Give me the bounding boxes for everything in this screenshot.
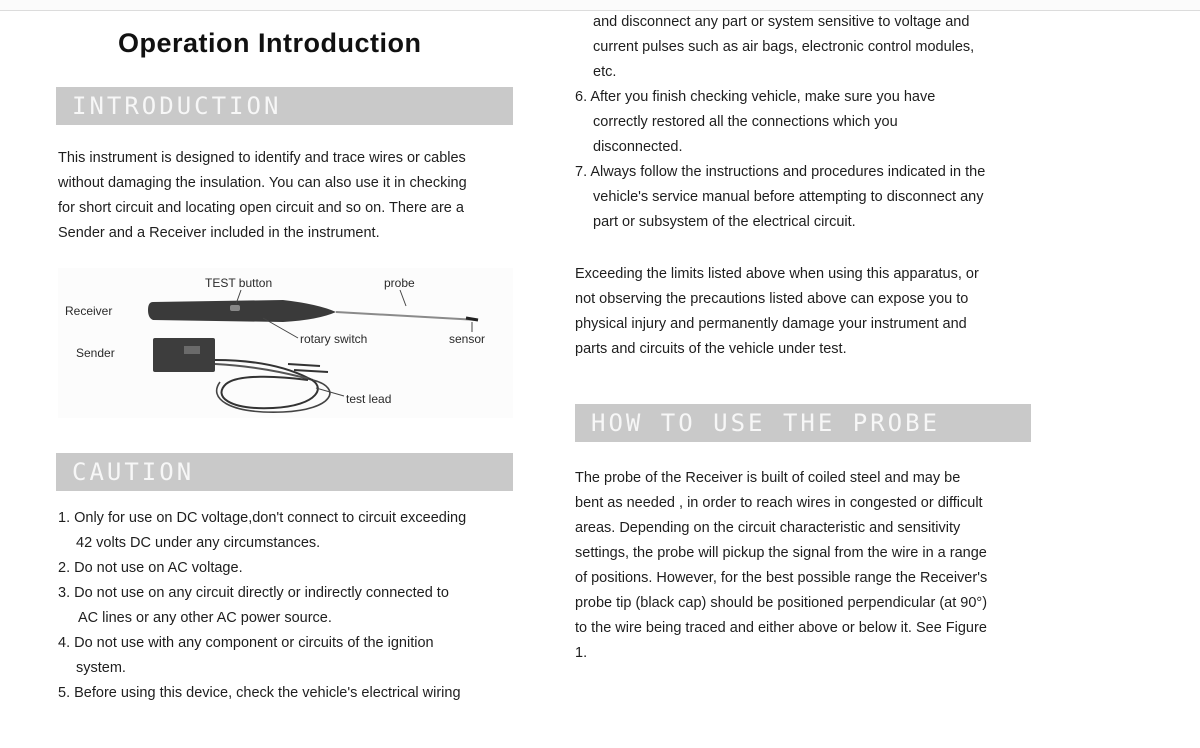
caution-list-continued (575, 10, 985, 235)
page-title: Operation Introduction (118, 28, 422, 58)
text-line: The probe of the Receiver is built of coiled steel and may be (575, 470, 961, 486)
list-item-continuation: and disconnect any part or system sensitive to voltage and (593, 14, 970, 30)
probe-tip (466, 318, 478, 320)
device-illustration (58, 268, 513, 418)
text-line: not observing the precautions listed above can expose you to (575, 291, 969, 307)
intro-paragraph (58, 146, 467, 246)
test-button-shape (230, 305, 240, 311)
text-line: This instrument is designed to identify and trace wires or cables (58, 150, 466, 166)
list-item: 7. Always follow the instructions and procedures indicated in the (575, 164, 986, 180)
text-line: of positions. However, for the best possible range the Receiver's (575, 570, 988, 586)
text-line: without damaging the insulation. You can also use it in checking (58, 175, 467, 191)
label-receiver: Receiver (65, 304, 113, 318)
sender-panel (184, 346, 200, 354)
sender-box (153, 338, 215, 372)
text-line: to the wire being traced and either above or below it. See Figure (575, 620, 987, 636)
text-line: Exceeding the limits listed above when using this apparatus, or (575, 266, 979, 282)
label-probe: probe (384, 276, 415, 290)
list-item-continuation: part or subsystem of the electrical circuit. (593, 214, 856, 230)
label-sensor: sensor (449, 332, 486, 346)
list-item-continuation: AC lines or any other AC power source. (78, 610, 332, 626)
text-line: probe tip (black cap) should be positioned perpendicular (at 90°) (575, 595, 988, 611)
section-header-caution: CAUTION (56, 453, 513, 491)
list-item: 2. Do not use on AC voltage. (58, 560, 243, 576)
text-line: for short circuit and locating open circuit and so on. There are a (58, 200, 464, 216)
text-line: 1. (575, 645, 588, 661)
text-line: areas. Depending on the circuit characteristic and sensitivity (575, 520, 961, 536)
text-line: bent as needed , in order to reach wires in congested or difficult (575, 495, 983, 511)
caution-list (58, 506, 466, 706)
label-sender: Sender (76, 346, 115, 360)
list-item-continuation: disconnected. (593, 139, 683, 155)
list-item-continuation: correctly restored all the connections which you (593, 114, 898, 130)
device-figure (58, 268, 513, 418)
section-header-introduction: INTRODUCTION (56, 87, 513, 125)
exceeding-paragraph (575, 262, 979, 362)
section-header-how-to-use: HOW TO USE THE PROBE (575, 404, 1031, 442)
probe-paragraph (575, 466, 987, 666)
list-item-continuation: vehicle's service manual before attempting to disconnect any (593, 189, 984, 205)
text-line: physical injury and permanently damage your instrument and (575, 316, 967, 332)
label-test-lead: test lead (346, 392, 392, 406)
list-item: 3. Do not use on any circuit directly or indirectly connected to (58, 585, 449, 601)
list-item-continuation: current pulses such as air bags, electronic control modules, (593, 39, 975, 55)
list-item: 6. After you finish checking vehicle, make sure you have (575, 89, 936, 105)
label-test-button: TEST button (205, 276, 273, 290)
list-item: 5. Before using this device, check the vehicle's electrical wiring (58, 685, 461, 701)
list-item-continuation: system. (76, 660, 126, 676)
list-item: 4. Do not use with any component or circuits of the ignition (58, 635, 434, 651)
label-rotary-switch: rotary switch (300, 332, 368, 346)
list-item-continuation: etc. (593, 64, 617, 80)
list-item-continuation: 42 volts DC under any circumstances. (76, 535, 321, 551)
list-item: 1. Only for use on DC voltage,don't connect to circuit exceeding (58, 510, 467, 526)
text-line: parts and circuits of the vehicle under test. (575, 341, 847, 357)
text-line: Sender and a Receiver included in the instrument. (58, 225, 380, 241)
text-line: settings, the probe will pickup the signal from the wire in a range (575, 545, 987, 561)
